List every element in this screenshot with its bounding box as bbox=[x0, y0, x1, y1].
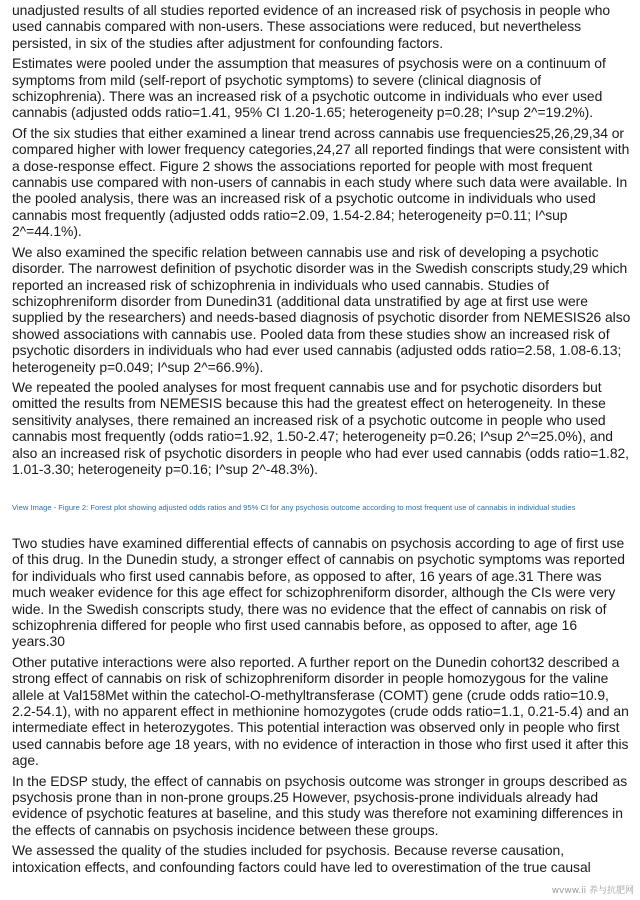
paragraph: Other putative interactions were also reported. A further report on the Dunedin cohort32 described a strong effect of cannabis on risk of schizophreniform disorder in people homozygous for the valine allele at Val158Met within the catechol-O-methyltransferase (COMT) gene (crude odds ratio=10.9, 2.2-54.1), with no apparent effect in methionine homozygotes (crude odds ratio=1.1, 0.21-5.4) and an intermediate effect in heterozygotes. This potential interaction was observed only in people who first used cannabis before age 18 years, with no evidence of interaction in those who first used it after this age. bbox=[12, 653, 629, 769]
article-body-bottom bbox=[12, 535, 632, 875]
article-body-top bbox=[12, 2, 632, 477]
paragraph: We also examined the specific relation between cannabis use and risk of developing a psychotic disorder. The narrowest definition of psychotic disorder was in the Swedish conscripts study,29 which reported an increased risk of schizophrenia in individuals who used cannabis. Studies of schizophreniform disorder from Dunedin31 (additional data unstratified by age at first use were supplied by the researchers) and needs-based diagnosis of psychotic disorder from NEMESIS26 also showed associations with cannabis use. Pooled data from these studies show an increased risk of psychotic disorders in individuals who had ever used cannabis (adjusted odds ratio=2.58, 1.08-6.13; heterogeneity p=0.049; I^sup 2^=66.9%). bbox=[12, 243, 631, 375]
paragraph: unadjusted results of all studies reported evidence of an increased risk of psychosis in people who used cannabis compared with non-users. These associations were reduced, but nevertheless persisted, in six of the studies after adjustment for confounding factors. bbox=[12, 2, 611, 51]
paragraph: In the EDSP study, the effect of cannabis on psychosis outcome was stronger in groups described as psychosis prone than in non-prone groups.25 However, psychosis-prone individuals already had evidence of psychotic features at baseline, and this study was therefore not examining differences in the effects of cannabis on psychosis incidence between these groups. bbox=[12, 772, 628, 838]
paragraph: We assessed the quality of the studies included for psychosis. Because reverse causation, intoxication effects, and confounding factors could have led to overestimation of the true causal bbox=[12, 842, 591, 875]
site-watermark: wvww.ii 养与抗肥网 bbox=[551, 886, 634, 896]
paragraph: We repeated the pooled analyses for most frequent cannabis use and for psychotic disorders but omitted the results from NEMESIS because this had the greatest effect on heterogeneity. In these sensitivity analyses, there remained an increased risk of a psychotic outcome in people who used cannabis most frequently (odds ratio=1.92, 1.50-2.47; heterogeneity p=0.26; I^sup 2^=25.0%), and also an increased risk of psychotic disorders in people who had ever used cannabis (odds ratio=1.82, 1.01-3.30; heterogeneity p=0.16; I^sup 2^-48.3%). bbox=[12, 378, 629, 477]
paragraph: Two studies have examined differential effects of cannabis on psychosis according to age of first use of this drug. In the Dunedin study, a stronger effect of cannabis on psychotic symptoms was reported for individuals who first used cannabis before, as opposed to after, 16 years of age.31 There was much weaker evidence for this age effect for schizophreniform disorder, although the CIs were very wide. In the Swedish conscripts study, there was no evidence that the effect of cannabis on risk of schizophrenia differed for people who first used cannabis before, as opposed to after, age 16 years.30 bbox=[12, 534, 625, 650]
paragraph: Of the six studies that either examined a linear trend across cannabis use frequencies25,26,29,34 or compared higher with lower frequency categories,24,27 all reported findings that were consistent with a dose-response effect. Figure 2 shows the associations reported for people with most frequent cannabis use compared with non-users of cannabis in each study where such data were available. In the pooled analysis, there was an increased risk of a psychotic outcome in individuals who used cannabis most frequently (adjusted odds ratio=2.09, 1.54-2.84; heterogeneity p=0.11; I^sup 2^=44.1%). bbox=[12, 124, 630, 240]
spacer bbox=[12, 481, 632, 503]
view-figure-link[interactable]: View Image - Figure 2: Forest plot showing adjusted odds ratios and 95% CI for any psychosis outcome according to most frequent use of cannabis in individual studies bbox=[12, 503, 576, 513]
paragraph: Estimates were pooled under the assumption that measures of psychosis were on a continuum of symptoms from mild (self-report of psychotic symptoms) to severe (clinical diagnosis of schizophrenia). There was an increased risk of a psychotic outcome in individuals who ever used cannabis (adjusted odds ratio=1.41, 95% CI 1.20-1.65; heterogeneity p=0.28; I^sup 2^=19.2%). bbox=[12, 55, 606, 121]
